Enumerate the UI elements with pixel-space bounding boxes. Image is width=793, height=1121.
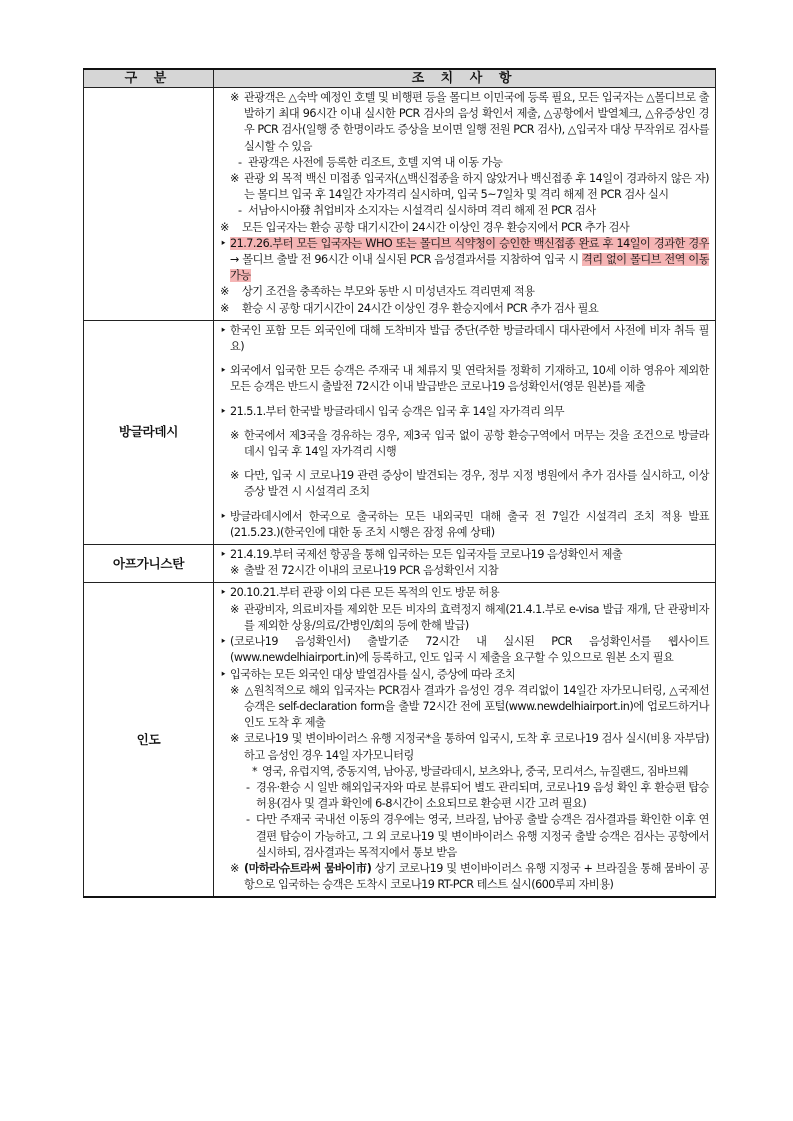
measures-cell-afghanistan — [214, 545, 716, 583]
measures-cell-maldives — [214, 88, 716, 321]
list-item: ‣ 21.5.1.부터 한국발 방글라데시 입국 승객은 입국 후 14일 자가격리 의무 — [220, 404, 709, 420]
highlight-text: 격리 없이 몰디브 전역 이동 가능 — [230, 253, 710, 283]
list-item: - 경유·환승 시 일반 해외입국자와 따로 분류되어 별도 관리되며, 코로나19 음성 확인 후 환승편 탑승 허용(검사 및 결과 확인에 6-8시간이 소요되므로 환승편 시간 고려 필요) — [220, 780, 709, 812]
list-item: * 영국, 유럽지역, 중동지역, 남아공, 방글라데시, 보츠와나, 중국, 모리셔스, 뉴질랜드, 짐바브웨 — [220, 764, 709, 780]
list-item: ‣ 21.4.19.부터 국제선 항공을 통해 입국하는 모든 입국자들 코로나19 음성확인서 제출 — [220, 547, 709, 563]
list-item: ※ 관광객은 △숙박 예정인 호텔 및 비행편 등을 몰디브 이민국에 등록 필요, 모든 입국자는 △몰디브로 출발하기 최대 96시간 이내 실시한 PCR 검사의 음성 확인서 제출, △공항에서 발열체크, △유증상인 경우 PCR 검사(일행 중 한명이라도 증상을 보이면 일행 전원 PCR 검사), △입국자 대상 무작위로 검사를 실시할 수 있음 — [220, 90, 709, 155]
list-item: ※ 환승 시 공항 대기시간이 24시간 이상인 경우 환승지에서 PCR 추가 검사 필요 — [220, 301, 709, 317]
table-row-afghanistan — [84, 545, 716, 583]
list-item: ‣ 입국하는 모든 외국인 대상 발열검사를 실시, 증상에 따라 조치 — [220, 667, 709, 683]
table-row-bangladesh — [84, 320, 716, 544]
list-item: ※ 관광비자, 의료비자를 제외한 모든 비자의 효력정지 해제(21.4.1.부로 e-visa 발급 재개, 단 관광비자를 제외한 상용/의료/간병인/회의 등에 한해 발급) — [220, 602, 709, 634]
list-item: - 다만 주재국 국내선 이동의 경우에는 영국, 브라질, 남아공 출발 승객은 검사결과를 확인한 이후 연결편 탑승이 가능하고, 그 외 코로나19 및 변이바이러스 유행 지정국 출발 승객은 검사는 공항에서 실시하되, 검사결과는 목적지에서 통보 받음 — [220, 812, 709, 861]
country-cell-india: 인도 — [84, 583, 214, 897]
table-row-india — [84, 583, 716, 897]
mumbai-label: (마하라슈트라써 뭄바이市) — [244, 861, 372, 875]
list-item: ‣ 방글라데시에서 한국으로 출국하는 모든 내외국민 대해 출국 전 7일간 시설격리 조치 적용 발표(21.5.23.)(한국인에 대한 동 조치 시행은 잠정 유예 상태) — [220, 509, 709, 541]
list-item: ※ 관광 외 목적 백신 미접종 입국자(△백신접종을 하지 않았거나 백신접종 후 14일이 경과하지 않은 자)는 몰디브 입국 후 14일간 자가격리 실시하며, 입국 5~7일차 및 격리 해제 전 PCR 검사 실시 — [220, 171, 709, 203]
table-header-row — [84, 69, 716, 88]
list-item: - 서남아시아發 취업비자 소지자는 시설격리 실시하며 격리 해제 전 PCR 검사 — [220, 203, 709, 219]
country-cell-bangladesh: 방글라데시 — [84, 320, 214, 544]
list-item: ‣ 20.10.21.부터 관광 이외 다른 모든 목적의 인도 방문 허용 — [220, 585, 709, 601]
highlight-text: 21.7.26.부터 모든 입국자는 WHO 또는 몰디브 식약청이 승인한 백신접종 완료 후 14일이 경과한 경우 — [230, 236, 709, 250]
list-item: ※ 한국에서 제3국을 경유하는 경우, 제3국 입국 없이 공항 환승구역에서 머무는 것을 조건으로 방글라데시 입국 후 14일 자가격리 시행 — [220, 428, 709, 460]
country-cell-afghanistan: 아프가니스탄 — [84, 545, 214, 583]
list-item: ‣ 외국에서 입국한 모든 승객은 주재국 내 체류지 및 연락처를 정확히 기재하고, 10세 이하 영유아 제외한 모든 승객은 반드시 출발전 72시간 이내 발급받은 코로나19 음성확인서(영문 원본)를 제출 — [220, 363, 709, 395]
list-item-text: 상기 코로나19 및 변이바이러스 유행 지정국 + 브라질을 통해 뭄바이 공항으로 입국하는 승객은 도착시 코로나19 RT-PCR 테스트 실시(600루피 자비용) — [244, 861, 709, 892]
list-item: ※ 출발 전 72시간 이내의 코로나19 PCR 음성확인서 지참 — [220, 563, 709, 579]
list-item: - 관광객은 사전에 등록한 리조트, 호텔 지역 내 이동 가능 — [220, 155, 709, 171]
list-item: ※ △원칙적으로 해외 입국자는 PCR검사 결과가 음성인 경우 격리없이 14일간 자가모니터링, △국제선 승객은 self-declaration form을 출발 72시간 전에 포털(www.newdelhiairport.in)에 업로드하거나 인도 도착 후 제출 — [220, 683, 709, 732]
measures-cell-india — [214, 583, 716, 897]
entry-measures-table — [83, 68, 716, 898]
list-item — [220, 861, 709, 893]
list-item-text: → 몰디브 출발 전 96시간 이내 실시된 PCR 음성결과서를 지참하여 입국 시 — [230, 253, 582, 267]
list-item-highlighted — [220, 236, 709, 285]
country-cell-maldives — [84, 88, 214, 321]
list-item: ※ 모든 입국자는 환승 공항 대기시간이 24시간 이상인 경우 환승지에서 PCR 추가 검사 — [220, 220, 709, 236]
list-item: ‣ 한국인 포함 모든 외국인에 대해 도착비자 발급 중단(주한 방글라데시 대사관에서 사전에 비자 취득 필요) — [220, 323, 709, 355]
list-item: ※ 코로나19 및 변이바이러스 유행 지정국*을 통하여 입국시, 도착 후 코로나19 검사 실시(비용 자부담)하고 음성인 경우 14일 자가모니터링 — [220, 731, 709, 763]
list-item: ‣ (코로나19 음성확인서) 출발기준 72시간 내 실시된 PCR 음성확인서를 웹사이트(www.newdelhiairport.in)에 등록하고, 인도 입국 시 제출을 요구할 수 있으므로 원본 소지 필요 — [220, 634, 709, 666]
measures-cell-bangladesh — [214, 320, 716, 544]
table-row-maldives — [84, 88, 716, 321]
header-category: 구 분 — [84, 69, 214, 88]
list-item: ※ 상기 조건을 충족하는 부모와 동반 시 미성년자도 격리면제 적용 — [220, 284, 709, 300]
header-measures: 조 치 사 항 — [214, 69, 716, 88]
list-item: ※ 다만, 입국 시 코로나19 관련 증상이 발견되는 경우, 정부 지정 병원에서 추가 검사를 실시하고, 이상 증상 발견 시 시설격리 조치 — [220, 468, 709, 500]
